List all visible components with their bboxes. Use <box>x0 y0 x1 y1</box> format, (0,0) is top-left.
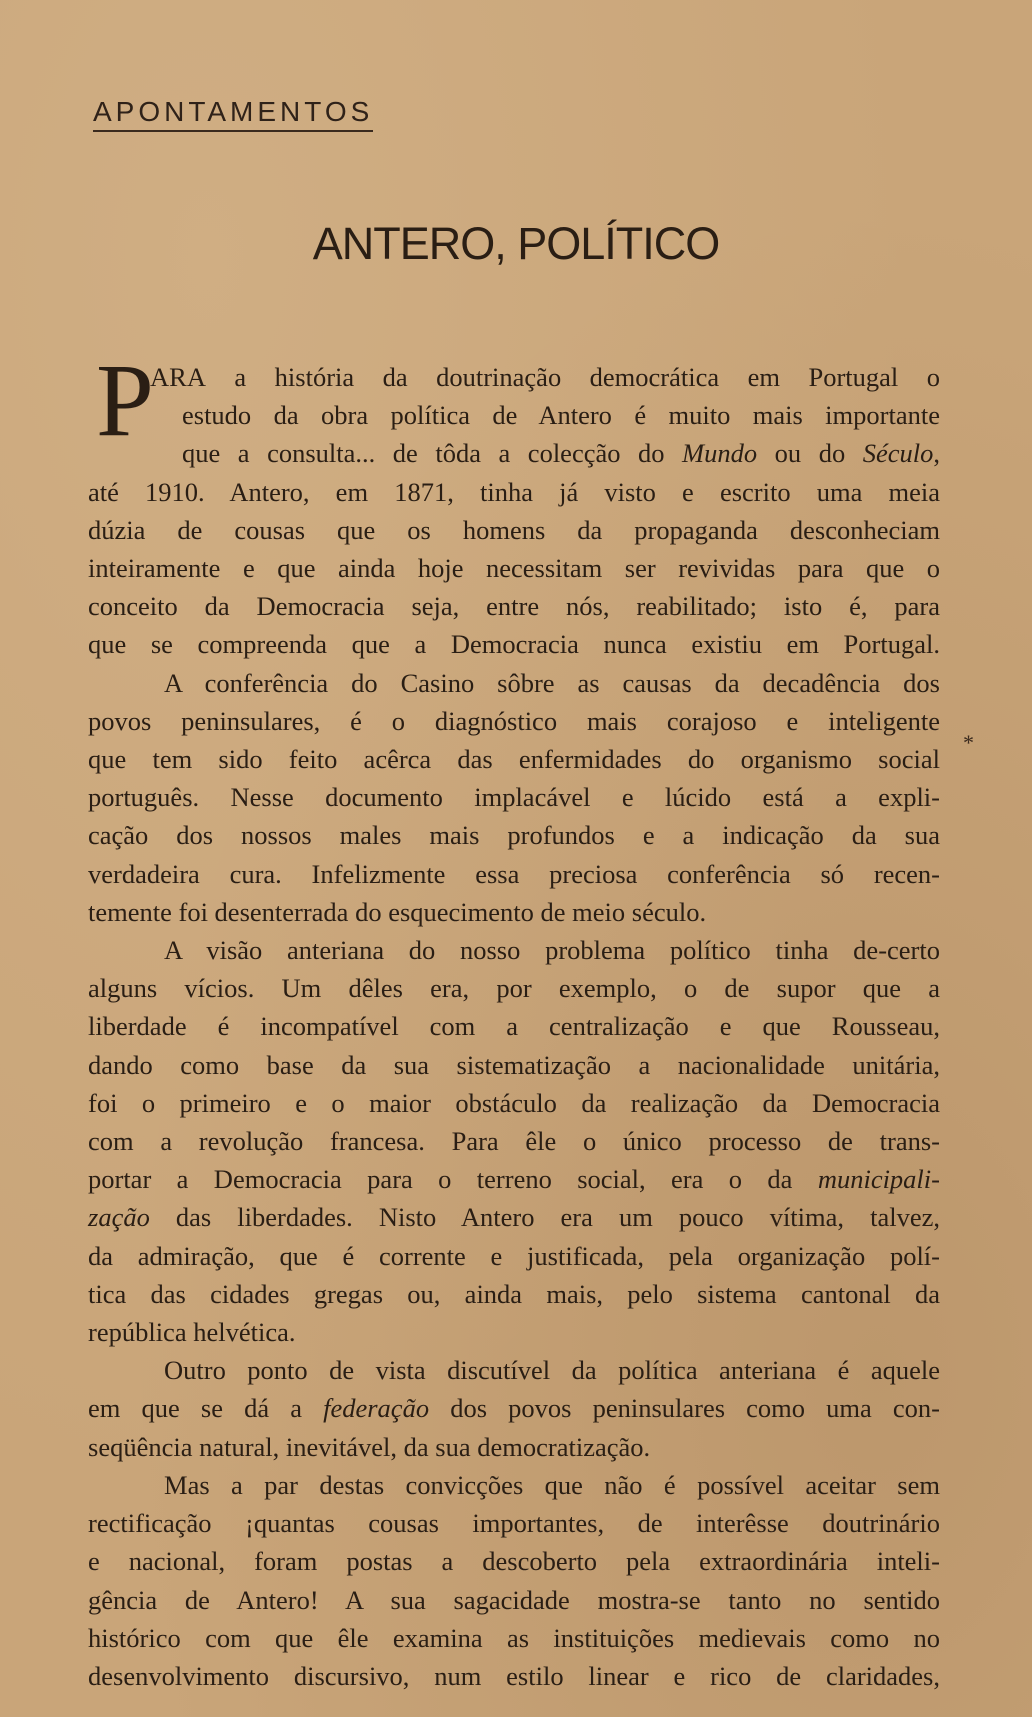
text-line: temente foi desenterrada do esquecimento de meio século. <box>88 896 707 927</box>
text-line: que a consulta... de tôda a colecção do Mundo ou do Século, <box>182 438 940 469</box>
text-line: dando como base da sua sistematização a nacionalidade unitária, <box>88 1049 940 1080</box>
text-line: Outro ponto de vista discutível da política anteriana é aquele <box>164 1355 940 1386</box>
text-line: povos peninsulares, é o diagnóstico mais corajoso e inteligente <box>88 705 940 736</box>
text-line: que se compreenda que a Democracia nunca existiu em Portugal. <box>88 629 940 660</box>
page-title: ANTERO, POLÍTICO <box>312 218 720 269</box>
text-line: em que se dá a federação dos povos peninsulares como uma con- <box>88 1393 940 1424</box>
text-line: tica das cidades gregas ou, ainda mais, pelo sistema cantonal da <box>88 1278 940 1309</box>
text-line: Mas a par destas convicções que não é possível aceitar sem <box>164 1469 940 1500</box>
small-caps-opening: ARA <box>150 362 206 392</box>
text-line: e nacional, foram postas a descoberto pela extraordinária inteli- <box>88 1546 940 1577</box>
text-line: gência de Antero! A sua sagacidade mostra-se tanto no sentido <box>88 1584 940 1615</box>
text-line: histórico com que êle examina as instituições medievais como no <box>88 1622 940 1653</box>
text-line: ARA a história da doutrinação democrática em Portugal o <box>150 362 940 392</box>
text-line: dúzia de cousas que os homens da propaganda desconheciam <box>88 514 940 545</box>
text-line: rectificação ¡quantas cousas importantes, de interêsse doutrinário <box>88 1508 940 1539</box>
drop-cap: P <box>96 343 154 458</box>
text-line: da admiração, que é corrente e justificada, pela organização polí- <box>88 1240 940 1271</box>
text-line: alguns vícios. Um dêles era, por exemplo, o de supor que a <box>88 973 940 1004</box>
text-line: foi o primeiro e o maior obstáculo da realização da Democracia <box>88 1087 940 1118</box>
text-line: inteiramente e que ainda hoje necessitam ser revividas para que o <box>88 553 940 584</box>
text-line: cação dos nossos males mais profundos e a indicação da sua <box>88 820 940 851</box>
body-text <box>88 343 940 1695</box>
text-line: que tem sido feito acêrca das enfermidades do organismo social <box>88 744 940 775</box>
text-line: com a revolução francesa. Para êle o único processo de trans- <box>88 1126 940 1157</box>
text-line: até 1910. Antero, em 1871, tinha já visto e escrito uma meia <box>88 476 940 507</box>
text-line: A conferência do Casino sôbre as causas da decadência dos <box>164 667 940 698</box>
section-label: APONTAMENTOS <box>93 96 373 132</box>
text-line: A visão anteriana do nosso problema político tinha de-certo <box>164 935 940 966</box>
marginal-mark: * <box>963 730 974 755</box>
text-line: seqüência natural, inevitável, da sua democratização. <box>88 1431 651 1462</box>
text-line: desenvolvimento discursivo, num estilo linear e rico de claridades, <box>88 1660 940 1691</box>
text-line: portar a Democracia para o terreno social, era o da municipali- <box>88 1164 940 1195</box>
text-line: liberdade é incompatível com a centralização e que Rousseau, <box>88 1011 940 1042</box>
text-line: zação das liberdades. Nisto Antero era um pouco vítima, talvez, <box>88 1202 940 1233</box>
text-line: conceito da Democracia seja, entre nós, reabilitado; isto é, para <box>88 591 940 622</box>
text-line: estudo da obra política de Antero é muito mais importante <box>182 400 940 431</box>
text-line: república helvética. <box>88 1317 296 1348</box>
text-line: português. Nesse documento implacável e lúcido está a expli- <box>88 782 940 813</box>
text-line: verdadeira cura. Infelizmente essa preciosa conferência só recen- <box>88 858 940 889</box>
